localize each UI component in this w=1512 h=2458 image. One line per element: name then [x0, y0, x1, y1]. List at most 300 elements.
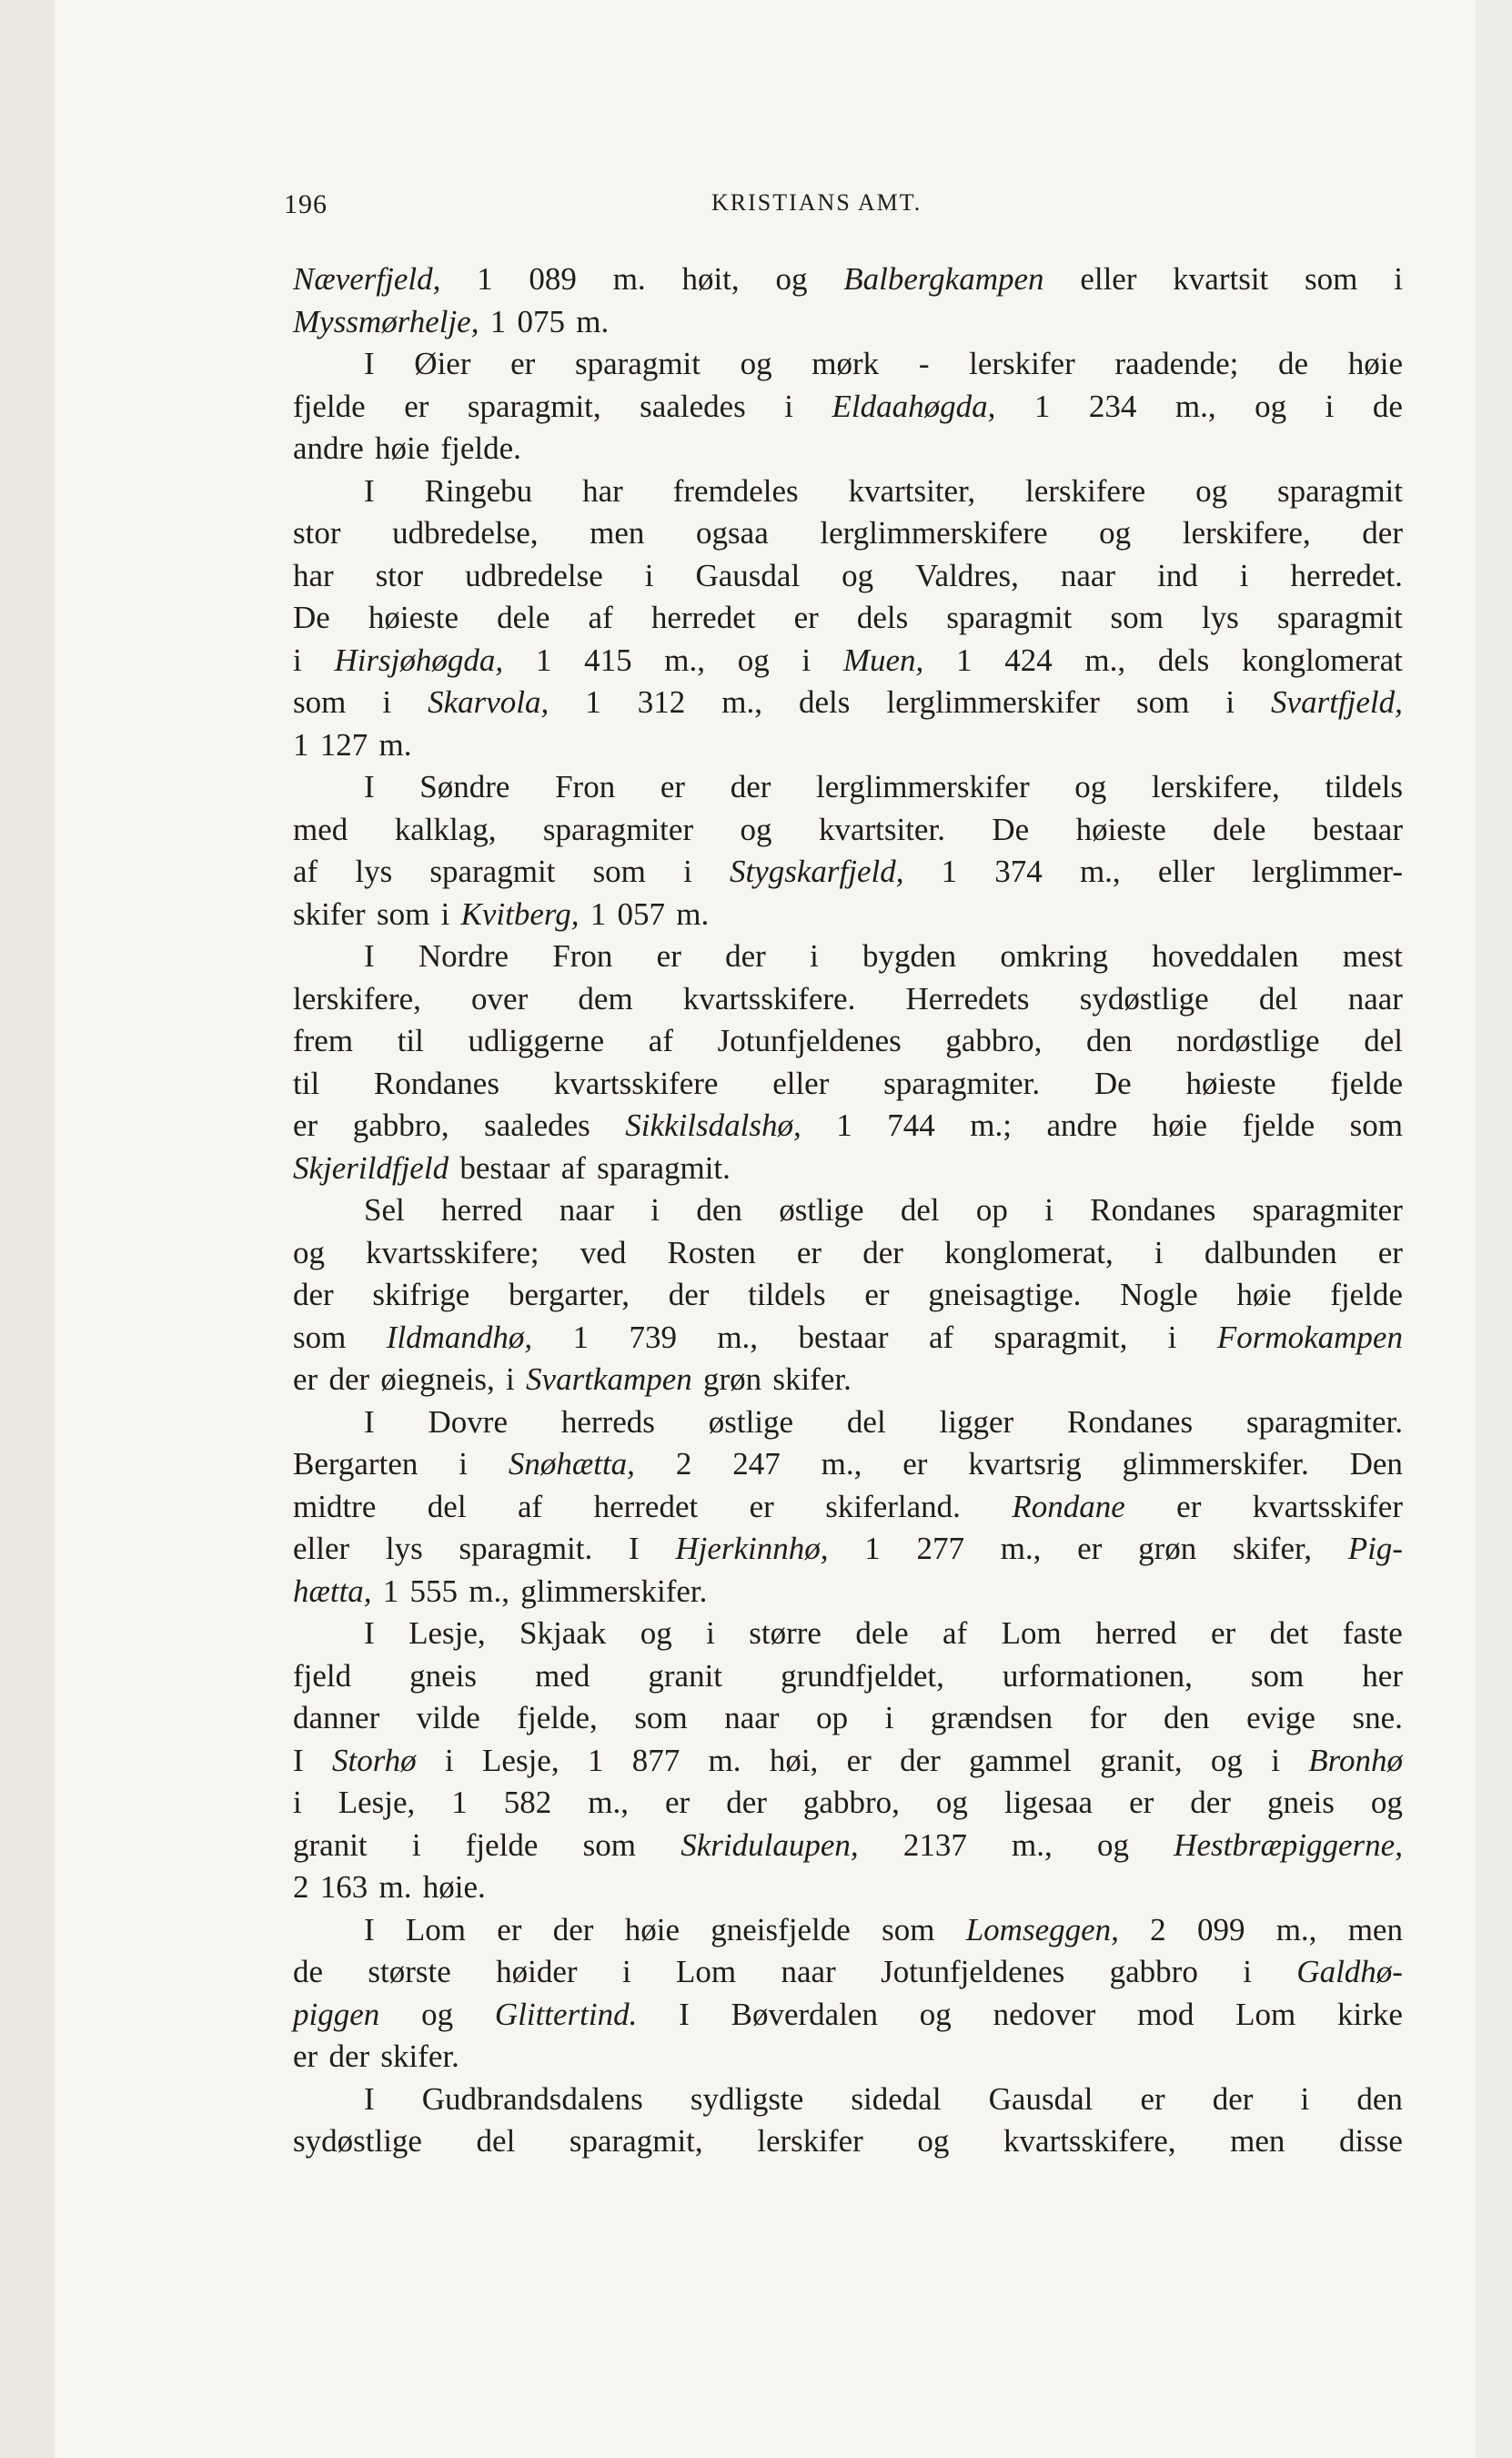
word: kalklag,: [394, 811, 497, 847]
word: -: [918, 346, 930, 381]
text-line: [293, 1020, 1403, 1063]
word: men: [590, 515, 645, 551]
word: Rondanes: [373, 1065, 499, 1101]
word: høie: [1347, 346, 1403, 381]
word: gneis: [409, 1657, 478, 1694]
word: lys: [385, 1531, 423, 1566]
word: er: [293, 2038, 318, 2074]
word: østlige: [708, 1403, 794, 1440]
word: mest: [1342, 938, 1403, 974]
word: største: [368, 1954, 451, 1989]
word: kvartsskifere: [553, 1065, 719, 1101]
word: grændsen: [930, 1700, 1053, 1735]
word: m.,: [1084, 642, 1126, 678]
word: m.,: [1275, 1911, 1317, 1947]
word: men: [1230, 2123, 1285, 2159]
word: som: [634, 1700, 688, 1735]
word: evige: [1246, 1700, 1315, 1735]
word: fjelde: [465, 1826, 539, 1863]
word: Fron: [552, 938, 613, 974]
italic-word: Stygskarfjeld,: [729, 854, 904, 889]
word: m.: [378, 726, 412, 763]
word: og: [919, 1996, 952, 2032]
word: Lom: [1001, 1615, 1062, 1651]
word: herredet: [650, 600, 756, 635]
word: fremdeles: [672, 472, 799, 509]
word: lerglimmerskifer: [816, 769, 1030, 804]
word: lerskifere,: [1151, 769, 1280, 804]
word: Gudbrandsdalens: [421, 2080, 643, 2117]
word: øiegneis,: [380, 1361, 495, 1397]
word: Bergarten: [293, 1446, 418, 1482]
word: skifer: [293, 895, 366, 932]
running-head: KRISTIANS AMT.: [711, 189, 922, 216]
italic-word: Myssmørhelje,: [293, 303, 479, 339]
text-line: [293, 2120, 1403, 2163]
word: Gausdal: [988, 2080, 1094, 2117]
word: sidedal: [851, 2080, 942, 2117]
word: høie: [1236, 1277, 1292, 1312]
word: for: [1089, 1700, 1127, 1735]
word: i: [1394, 261, 1403, 297]
word: 234: [1088, 388, 1137, 424]
word: høie.: [422, 1869, 486, 1905]
text-line: [293, 2036, 1403, 2079]
word: 555: [409, 1573, 459, 1609]
word: Lom: [676, 1954, 737, 1989]
text-line: [293, 555, 1403, 598]
text-line: [293, 1063, 1403, 1106]
word: sparagmit: [574, 346, 701, 381]
word: der: [328, 1361, 370, 1397]
word: er: [404, 388, 429, 424]
word: fjelde.: [440, 430, 521, 466]
word: er: [1210, 1615, 1236, 1651]
word: 744: [887, 1108, 935, 1143]
word: 089: [529, 261, 577, 297]
word: nedover: [993, 1996, 1096, 2032]
word: er: [497, 1911, 522, 1947]
word: del: [476, 2123, 516, 2159]
word: m.,: [717, 1319, 759, 1355]
word: i: [440, 895, 450, 932]
italic-word: Glittertind.: [494, 1996, 638, 2032]
word: der: [293, 1277, 334, 1312]
word: 1: [585, 684, 601, 720]
word: disse: [1338, 2123, 1403, 2159]
word: m.,: [1000, 1531, 1042, 1566]
word: der: [1212, 2080, 1254, 2117]
text-line: [293, 1528, 1403, 1571]
text-line: [293, 851, 1403, 894]
word: sparagmit.: [459, 1531, 593, 1566]
word: Ringebu: [424, 472, 533, 509]
word: hoveddalen: [1152, 938, 1299, 974]
word: den: [1085, 1023, 1133, 1058]
word: er: [1077, 1531, 1103, 1566]
word: er: [1140, 2080, 1165, 2117]
word: 1: [956, 642, 973, 678]
text-line: [293, 936, 1403, 978]
word: gneisfjelde: [711, 1911, 851, 1947]
word: sparagmiter: [1252, 1192, 1403, 1228]
word: har: [293, 557, 334, 593]
word: lerglimmerskifere: [820, 515, 1048, 551]
word: Fron: [555, 769, 616, 804]
word: og: [640, 1615, 672, 1651]
word: Lom: [405, 1911, 467, 1947]
italic-word: Sikkilsdalshø,: [625, 1108, 801, 1143]
text-line: [293, 470, 1403, 513]
word: 582: [503, 1785, 552, 1820]
word: er: [902, 1446, 928, 1482]
word: 877: [631, 1742, 680, 1778]
word: sparagmit: [429, 854, 556, 889]
word: 1: [489, 303, 507, 339]
word: granit: [293, 1826, 368, 1863]
word: grøn: [703, 1361, 762, 1397]
word: i: [293, 1785, 302, 1820]
text-line: [293, 1443, 1403, 1486]
word: m.,: [1012, 1826, 1053, 1863]
word: 247: [732, 1446, 781, 1482]
italic-word: Skridulaupen,: [680, 1826, 859, 1863]
italic-word: Kvitberg,: [460, 895, 580, 932]
word: og: [1195, 472, 1228, 509]
word: kvartsskifer: [1252, 1488, 1403, 1524]
word: som: [592, 854, 646, 889]
word: herreds: [560, 1403, 655, 1440]
word: i: [1154, 1234, 1164, 1270]
word: af: [517, 1488, 543, 1524]
word: bestaar: [798, 1319, 889, 1355]
word: til: [293, 1065, 320, 1101]
word: andre: [293, 430, 364, 466]
word: her: [1362, 1657, 1403, 1694]
word: over: [471, 980, 529, 1017]
word: 1: [477, 261, 493, 297]
text-line: [293, 1613, 1403, 1655]
word: i: [1325, 388, 1335, 424]
page-header: [284, 189, 1412, 226]
word: der: [328, 2038, 370, 2074]
word: granit,: [1100, 1742, 1183, 1778]
word: lerskifere,: [293, 980, 421, 1017]
italic-word: Formokampen: [1216, 1319, 1403, 1355]
word: sydligste: [690, 2080, 804, 2117]
word: som: [1135, 684, 1190, 720]
word: gabbro,: [352, 1108, 449, 1143]
word: I: [293, 1742, 304, 1778]
word: med: [293, 811, 348, 847]
word: sparagmit.: [597, 1149, 731, 1186]
word: Lesje,: [482, 1742, 559, 1778]
word: der: [1362, 515, 1403, 551]
italic-word: Skarvola,: [428, 684, 549, 720]
word: som: [1305, 261, 1358, 297]
word: 1: [293, 726, 309, 763]
italic-word: Svartkampen: [526, 1361, 692, 1397]
word: men: [1347, 1911, 1403, 1947]
word: 2: [293, 1869, 309, 1905]
word: mod: [1137, 1996, 1194, 2032]
word: 1: [941, 854, 958, 889]
word: 374: [994, 854, 1043, 889]
text-line: [293, 1740, 1403, 1783]
word: omkring: [1000, 938, 1108, 974]
text-line: [293, 640, 1403, 683]
word: Øier: [414, 346, 471, 381]
word: midtre: [293, 1488, 377, 1524]
word: fjelde,: [517, 1700, 598, 1735]
word: og: [293, 1234, 325, 1270]
word: andre: [1046, 1108, 1118, 1143]
word: dels: [799, 684, 851, 720]
word: m.: [576, 303, 610, 339]
word: ligger: [939, 1403, 1014, 1440]
word: udbredelse,: [392, 515, 539, 551]
word: sne.: [1352, 1700, 1403, 1735]
text-line: [293, 682, 1403, 724]
text-line: [293, 1232, 1403, 1275]
word: dele: [855, 1615, 909, 1651]
word: og: [1096, 1826, 1129, 1863]
word: høider: [496, 1954, 578, 1989]
word: 1: [451, 1785, 468, 1820]
word: kvartsiter,: [848, 472, 976, 509]
word: i: [1225, 684, 1235, 720]
word: De: [293, 600, 330, 635]
text-line: [293, 301, 1403, 344]
word: naar: [1060, 557, 1116, 593]
text-line: [293, 343, 1403, 386]
word: fjelde: [293, 388, 366, 424]
word: dem: [578, 980, 633, 1017]
word: 2: [675, 1446, 692, 1482]
text-line: [293, 1486, 1403, 1529]
word: som: [882, 1911, 935, 1947]
word: gabbro: [1109, 1954, 1198, 1989]
word: skifer,: [1232, 1531, 1312, 1566]
italic-word: Balbergkampen: [843, 261, 1044, 297]
word: eller: [1157, 854, 1215, 889]
word: i: [506, 1361, 515, 1397]
word: i: [1300, 2080, 1310, 2117]
word: frem: [293, 1023, 354, 1058]
word: og: [737, 642, 770, 678]
word: fjelde: [1242, 1108, 1315, 1143]
word: lerskifere,: [1182, 515, 1311, 551]
word: del: [1258, 980, 1298, 1017]
word: nordøstlige: [1176, 1023, 1320, 1058]
word: kirke: [1337, 1996, 1403, 2032]
word: sparagmiter: [542, 811, 694, 847]
word: lerskifer: [757, 2123, 863, 2159]
word: gabbro,: [802, 1785, 900, 1820]
italic-word: Storhø: [331, 1742, 417, 1778]
text-line: [293, 1951, 1403, 1994]
word: er: [864, 1277, 890, 1312]
word: I: [679, 1996, 690, 2032]
text-line: [293, 597, 1403, 640]
text-line: [293, 1317, 1403, 1360]
word: af: [942, 1615, 968, 1651]
word: m.: [612, 261, 646, 297]
word: der: [730, 769, 771, 804]
word: I: [364, 1403, 375, 1440]
word: m.;: [970, 1108, 1012, 1143]
word: som: [376, 895, 430, 932]
word: lerglimmerskifer: [886, 684, 1100, 720]
word: 1: [587, 1742, 604, 1778]
word: sparagmit: [1276, 600, 1403, 635]
word: faste: [1342, 1615, 1403, 1651]
word: Valdres,: [915, 557, 1019, 593]
word: gneisagtige.: [928, 1277, 1082, 1312]
word: der: [552, 1911, 594, 1947]
text-line: [293, 978, 1403, 1021]
word: dele: [497, 600, 550, 635]
word: I: [628, 1531, 640, 1566]
word: herredet: [593, 1488, 699, 1524]
word: naar: [724, 1700, 780, 1735]
word: tildels: [748, 1277, 826, 1312]
word: fjeld: [293, 1657, 352, 1694]
word: skifer.: [380, 2038, 459, 2074]
word: som: [582, 1826, 637, 1863]
word: konglomerat,: [944, 1234, 1114, 1270]
text-line: [293, 1148, 1403, 1190]
word: i: [459, 1446, 468, 1482]
word: i: [1271, 1742, 1280, 1778]
word: større: [749, 1615, 822, 1651]
word: del: [900, 1192, 940, 1228]
text-line: [293, 1359, 1403, 1401]
word: i: [784, 388, 794, 424]
word: glimmerskifer.: [1122, 1446, 1309, 1482]
italic-word: Pig-: [1347, 1531, 1403, 1566]
word: og: [1099, 515, 1132, 551]
word: i: [884, 1700, 894, 1735]
word: skifer.: [772, 1361, 852, 1397]
word: er: [1129, 1785, 1154, 1820]
word: Herredets: [905, 980, 1030, 1017]
word: op: [975, 1192, 1008, 1228]
word: er: [1176, 1488, 1202, 1524]
word: sparagmit,: [569, 2123, 703, 2159]
text-line: [293, 512, 1403, 555]
word: granit: [648, 1657, 723, 1694]
word: høieste: [368, 600, 459, 635]
word: 1: [1033, 388, 1051, 424]
word: sparagmiter.: [883, 1065, 1041, 1101]
word: 2137: [902, 1826, 967, 1863]
word: i: [293, 642, 302, 678]
text-line: [293, 1105, 1403, 1148]
word: sydøstlige: [293, 2123, 422, 2159]
word: saaledes: [640, 388, 746, 424]
word: det: [1269, 1615, 1309, 1651]
word: er: [796, 1234, 822, 1270]
word: de: [293, 1954, 324, 1989]
text-line: [293, 1655, 1403, 1698]
word: gabbro,: [945, 1023, 1043, 1058]
italic-word: Snøhætta,: [508, 1446, 635, 1482]
word: del: [427, 1488, 467, 1524]
word: høie: [624, 1911, 680, 1947]
word: konglomerat: [1241, 642, 1403, 678]
word: Rosten: [667, 1234, 756, 1270]
word: og: [775, 261, 808, 297]
word: og: [935, 1785, 968, 1820]
word: m.,: [1079, 854, 1121, 889]
word: kvartsit: [1173, 261, 1269, 297]
word: eller: [293, 1531, 350, 1566]
word: glimmerskifer.: [520, 1573, 708, 1609]
text-line: [293, 1571, 1403, 1613]
word: og: [1255, 388, 1287, 424]
word: Nogle: [1120, 1277, 1198, 1312]
word: raadende;: [1114, 346, 1239, 381]
word: 277: [916, 1531, 964, 1566]
word: m.: [708, 1742, 741, 1778]
word: som: [1349, 1108, 1403, 1143]
word: lerglimmer-: [1252, 854, 1403, 889]
word: høit,: [681, 261, 740, 297]
word: kvartsskifere,: [1003, 2123, 1176, 2159]
word: bergarter,: [509, 1277, 630, 1312]
word: stor: [293, 515, 341, 551]
word: Rondanes: [1067, 1403, 1194, 1440]
word: kvartsrig: [968, 1446, 1082, 1482]
word: til: [397, 1023, 424, 1058]
italic-word: Hirsjøhøgda,: [334, 642, 504, 678]
word: Rondanes: [1090, 1192, 1216, 1228]
italic-word: Svartfjeld,: [1271, 684, 1403, 720]
word: m.,: [1174, 388, 1216, 424]
word: i: [644, 557, 654, 593]
word: af: [293, 854, 318, 889]
text-line: [293, 1994, 1403, 2037]
word: og: [1074, 769, 1107, 804]
word: bestaar: [459, 1149, 550, 1186]
word: 312: [637, 684, 686, 720]
word: eller: [1080, 261, 1137, 297]
word: af: [588, 600, 613, 635]
word: mørk: [811, 346, 880, 381]
word: m.,: [469, 1573, 510, 1609]
word: Gausdal: [695, 557, 801, 593]
word: der: [900, 1742, 941, 1778]
word: Den: [1349, 1446, 1403, 1482]
text-line: [293, 1697, 1403, 1740]
word: 1: [382, 1573, 399, 1609]
word: Jotunfjeldenes: [717, 1023, 902, 1058]
word: 127: [319, 726, 368, 763]
word: og: [842, 557, 874, 593]
word: naar: [1347, 980, 1403, 1017]
italic-word: piggen: [293, 1996, 380, 2032]
word: m.,: [664, 642, 705, 678]
italic-word: Eldaahøgda,: [832, 388, 996, 424]
word: er: [793, 600, 819, 635]
word: sparagmit,: [467, 388, 601, 424]
word: og: [740, 811, 772, 847]
word: der: [862, 1234, 903, 1270]
word: i: [382, 684, 392, 720]
text-line: [293, 1866, 1403, 1909]
word: i: [683, 854, 692, 889]
